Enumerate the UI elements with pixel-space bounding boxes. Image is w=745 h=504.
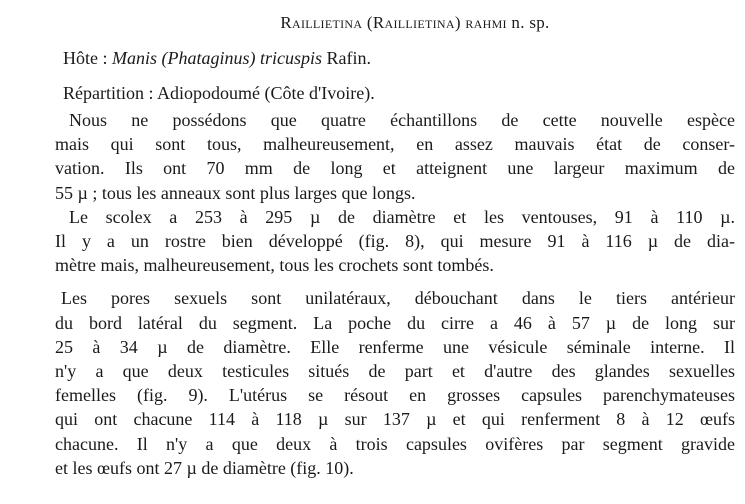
title-genus: Raillietina [280,13,363,32]
text-line: Il y a un rostre bien développé (fig. 8), qui mesure 91 à 116 µ de dia- [55,231,735,252]
host-line [55,46,735,70]
title-status: n. sp. [511,13,550,32]
text-line: vation. Ils ont 70 mm de long et atteignent une largeur maximum de [55,158,735,179]
text-line: et les œufs ont 27 µ de diamètre (fig. 10). [55,457,354,478]
host-author: Rafin. [326,48,371,68]
paragraph-sexual-organs [55,286,735,480]
title-species: rahmi [465,13,507,32]
text-line: Nous ne possédons que quatre échantillons de cette nouvelle espèce [69,110,735,130]
paragraph-scolex [55,205,735,278]
text-line: mètre mais, malheureusement, tous les crochets sont tombés. [55,255,494,276]
text-line: 25 à 34 µ de diamètre. Elle renferme une vésicule séminale interne. Il [55,336,735,357]
distribution-value: Adiopodoumé (Côte d'Ivoire). [157,83,375,103]
text-line: qui ont chacune 114 à 118 µ sur 137 µ et qui renferment 8 à 12 œufs [55,409,735,430]
text-line: 55 µ ; tous les anneaux sont plus larges que longs. [55,182,416,203]
title-subgenus: (Raillietina) [366,13,461,32]
distribution-line [55,81,735,105]
host-label: Hôte : [63,48,108,68]
text-line: du bord latéral du segment. La poche du cirre a 46 à 57 µ de long sur [55,312,735,333]
paragraph-specimens [55,108,735,205]
text-line: n'y a que deux testicules situés de part et d'autre des glandes sexuelles [55,361,735,382]
text-line: femelles (fig. 9). L'utérus se résout en grosses capsules parenchymateuses [55,385,735,406]
distribution-label: Répartition : [63,83,154,103]
host-name: Manis (Phataginus) tricuspis [112,48,322,68]
text-line: mais qui sont tous, malheureusement, en assez mauvais état de conser- [55,134,735,155]
species-title [55,9,735,37]
text-line: Le scolex a 253 à 295 µ de diamètre et les ventouses, 91 à 110 µ. [69,206,735,227]
text-line: Les pores sexuels sont unilatéraux, débouchant dans le tiers antérieur [61,288,735,309]
text-line: chacune. Il n'y a que deux à trois capsules ovifères par segment gravide [55,433,735,454]
